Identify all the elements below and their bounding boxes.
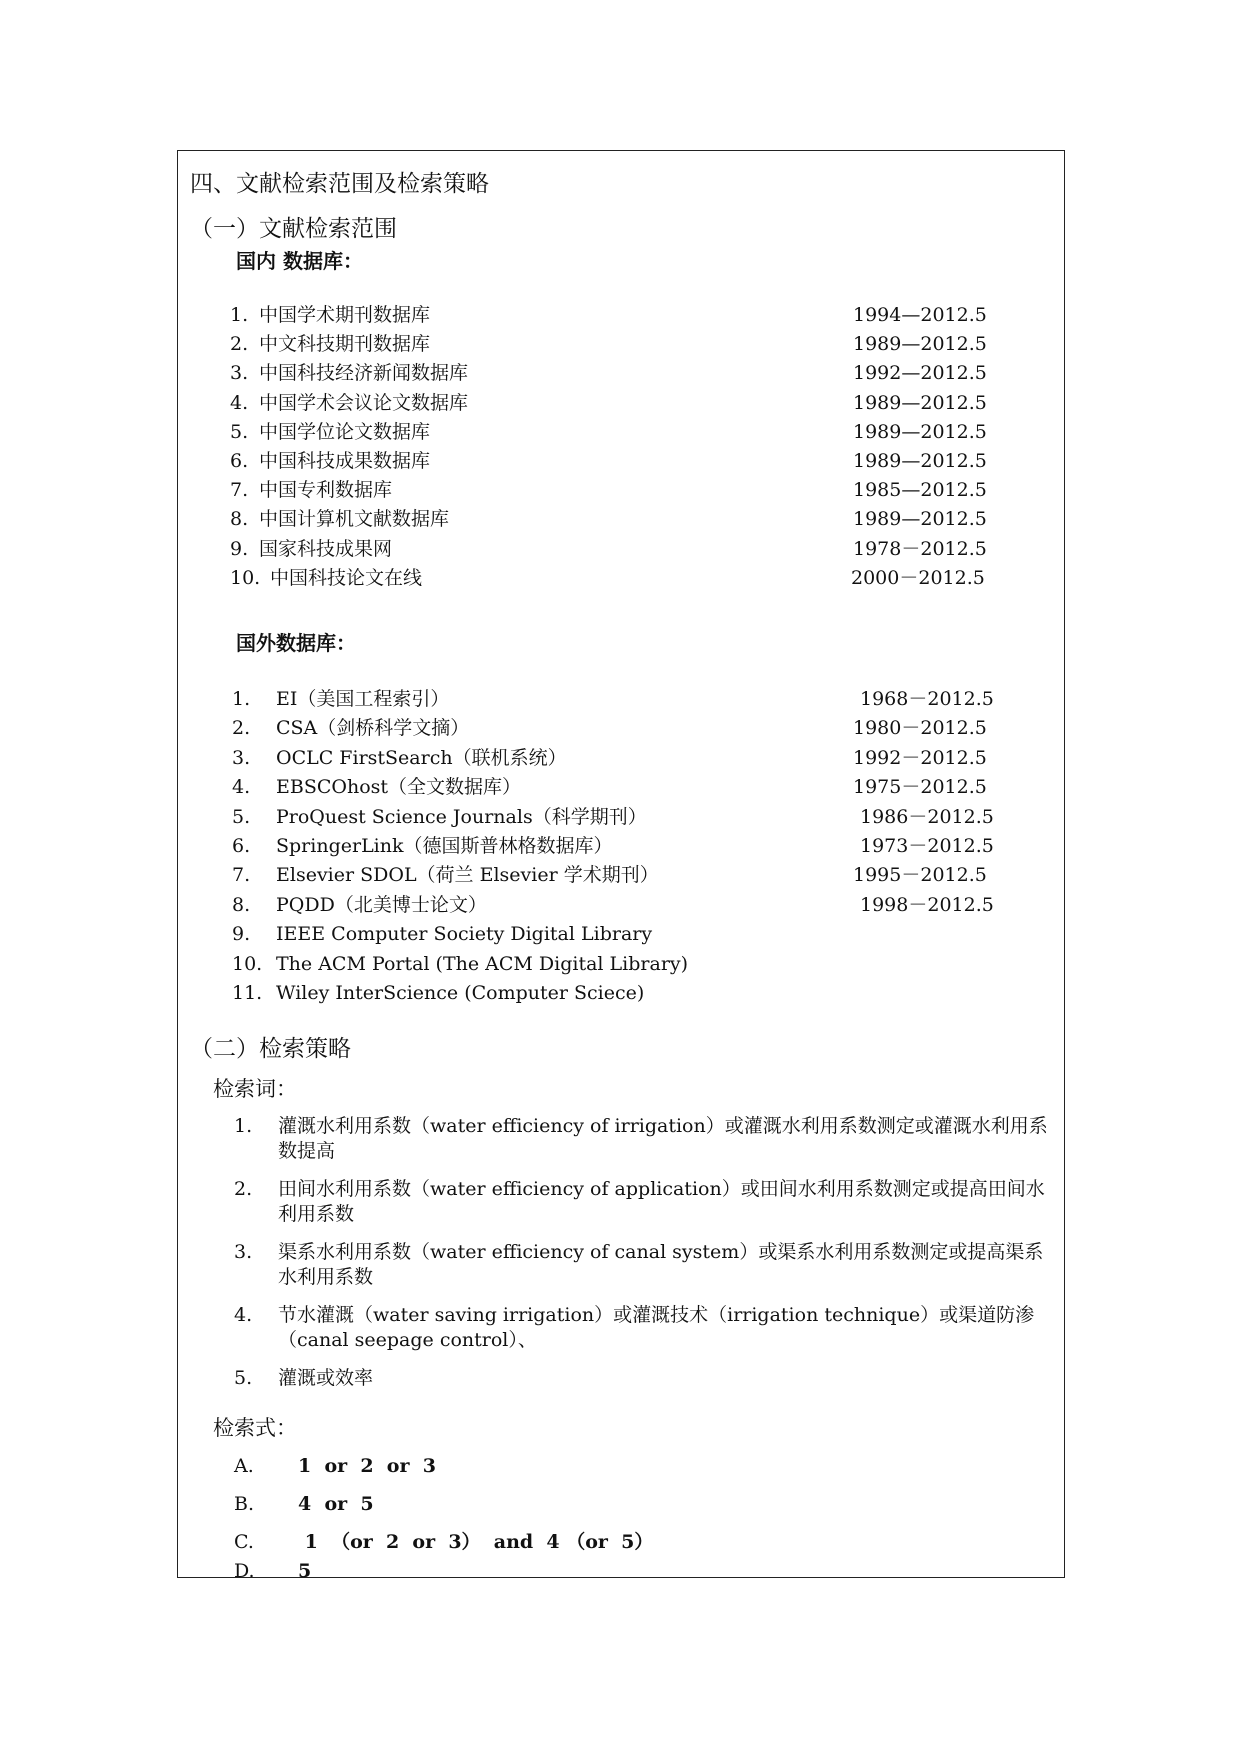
keyword-item: [234, 1240, 1064, 1290]
foreign-db-row: [0, 921, 1241, 947]
db-name: 中国科技经济新闻数据库: [259, 362, 469, 385]
db-date-range: 1973－2012.5: [860, 835, 994, 857]
foreign-db-row: [0, 745, 1241, 771]
foreign-db-row: [0, 833, 1241, 859]
keyword-number: 2.: [234, 1178, 253, 1200]
search-formula: [234, 1529, 934, 1555]
db-name: The ACM Portal (The ACM Digital Library): [276, 952, 689, 975]
domestic-db-row: [0, 448, 1241, 474]
db-number: 1.: [230, 304, 249, 326]
formula-label: B.: [234, 1493, 255, 1515]
foreign-db-row: [0, 804, 1241, 830]
db-number: 10.: [230, 566, 261, 589]
db-number: 5.: [232, 805, 251, 828]
db-name: OCLC FirstSearch（联机系统）: [276, 746, 567, 769]
search-formula: [234, 1558, 934, 1584]
db-name: Elsevier SDOL（荷兰 Elsevier 学术期刊）: [276, 864, 659, 887]
part2-title: （二）检索策略: [190, 1036, 351, 1062]
db-name: PQDD（北美博士论文）: [276, 893, 487, 916]
formula-label: D.: [234, 1560, 255, 1582]
domestic-db-row: [0, 536, 1241, 562]
db-date-range: 1994—2012.5: [853, 304, 987, 326]
db-name: 中国专利数据库: [259, 479, 393, 502]
foreign-db-row: [0, 774, 1241, 800]
db-date-range: 1992—2012.5: [853, 362, 987, 385]
foreign-db-row: [0, 951, 1241, 977]
keyword-text: 灌溉或效率: [278, 1367, 374, 1389]
db-name: 中国科技论文在线: [270, 566, 423, 589]
db-name: CSA（剑桥科学文摘）: [276, 717, 470, 740]
db-name: EI（美国工程索引）: [276, 688, 450, 710]
db-date-range: 2000－2012.5: [851, 566, 985, 589]
domestic-db-row: [0, 302, 1241, 328]
formula-heading: 检索式：: [213, 1416, 297, 1440]
db-number: 2.: [230, 333, 249, 356]
formula-expression: 1 （or 2 or 3） and 4 （or 5）: [298, 1531, 654, 1553]
db-number: 11.: [232, 982, 263, 1004]
db-name: 中国学术期刊数据库: [259, 304, 431, 326]
foreign-db-row: [0, 980, 1241, 1006]
db-number: 8.: [230, 508, 249, 531]
db-date-range: 1978－2012.5: [853, 537, 987, 560]
db-number: 5.: [230, 420, 249, 443]
db-name: SpringerLink（德国斯普林格数据库）: [276, 835, 613, 857]
keyword-item: [234, 1366, 1064, 1416]
db-name: 中国学位论文数据库: [259, 420, 431, 443]
domestic-db-row: [0, 506, 1241, 532]
db-name: Wiley InterScience (Computer Sciece): [276, 982, 645, 1004]
search-formula: [234, 1453, 934, 1479]
db-date-range: 1986－2012.5: [860, 805, 994, 828]
db-number: 6.: [230, 450, 249, 472]
db-name: 中国学术会议论文数据库: [259, 391, 469, 414]
db-date-range: 1975－2012.5: [853, 776, 987, 799]
search-formula: [234, 1491, 934, 1517]
db-number: 1.: [232, 688, 251, 710]
db-date-range: 1980－2012.5: [853, 717, 987, 740]
keyword-text: 田间水利用系数（water efficiency of application）或田间水利用系数测定或提高田间水利用系数: [278, 1178, 1045, 1225]
domestic-db-row: [0, 565, 1241, 591]
keyword-text: 渠系水利用系数（water efficiency of canal system）或渠系水利用系数测定或提高渠系水利用系数: [278, 1241, 1044, 1288]
keyword-number: 5.: [234, 1367, 253, 1389]
db-number: 3.: [230, 362, 249, 385]
db-name: 国家科技成果网: [259, 537, 393, 560]
domestic-db-row: [0, 360, 1241, 386]
keyword-text: 节水灌溉（water saving irrigation）或灌溉技术（irrigation technique）或渠道防渗（canal seepage control）、: [278, 1304, 1035, 1351]
domestic-db-row: [0, 390, 1241, 416]
formula-label: C.: [234, 1531, 254, 1553]
foreign-db-row: [0, 892, 1241, 918]
db-name: 中文科技期刊数据库: [259, 333, 431, 356]
db-number: 4.: [232, 776, 251, 799]
keyword-number: 4.: [234, 1304, 253, 1326]
db-date-range: 1989—2012.5: [853, 450, 987, 472]
domestic-heading: 国内 数据库：: [236, 249, 363, 273]
db-number: 7.: [230, 479, 249, 502]
db-number: 2.: [232, 717, 251, 740]
db-number: 6.: [232, 835, 251, 857]
keyword-item: [234, 1114, 1064, 1164]
keywords-heading: 检索词：: [213, 1077, 297, 1101]
formula-expression: 5: [298, 1560, 312, 1582]
formula-expression: 4 or 5: [298, 1493, 374, 1515]
db-date-range: 1995－2012.5: [853, 864, 987, 887]
db-date-range: 1968－2012.5: [860, 688, 994, 710]
db-number: 10.: [232, 952, 263, 975]
db-name: 中国计算机文献数据库: [259, 508, 450, 531]
db-number: 7.: [232, 864, 251, 887]
domestic-db-row: [0, 331, 1241, 357]
db-date-range: 1989—2012.5: [853, 420, 987, 443]
keyword-item: [234, 1303, 1064, 1353]
db-name: EBSCOhost（全文数据库）: [276, 776, 522, 799]
db-date-range: 1989—2012.5: [853, 508, 987, 531]
db-date-range: 1989—2012.5: [853, 333, 987, 356]
domestic-db-row: [0, 477, 1241, 503]
db-name: ProQuest Science Journals（科学期刊）: [276, 805, 647, 828]
foreign-db-row: [0, 686, 1241, 712]
db-number: 3.: [232, 746, 251, 769]
keyword-number: 3.: [234, 1241, 253, 1263]
section-title: 四、文献检索范围及检索策略: [190, 171, 489, 197]
part1-title: （一）文献检索范围: [190, 216, 397, 242]
foreign-db-row: [0, 862, 1241, 888]
keyword-item: [234, 1177, 1064, 1227]
db-name: IEEE Computer Society Digital Library: [276, 923, 653, 946]
db-date-range: 1985—2012.5: [853, 479, 987, 502]
db-name: 中国科技成果数据库: [259, 450, 431, 472]
db-number: 9.: [232, 923, 251, 946]
keyword-number: 1.: [234, 1115, 253, 1137]
db-number: 4.: [230, 391, 249, 414]
db-date-range: 1989—2012.5: [853, 391, 987, 414]
foreign-db-row: [0, 715, 1241, 741]
db-date-range: 1998－2012.5: [860, 893, 994, 916]
db-number: 8.: [232, 893, 251, 916]
domestic-db-row: [0, 419, 1241, 445]
formula-label: A.: [234, 1455, 254, 1477]
formula-expression: 1 or 2 or 3: [298, 1455, 436, 1477]
db-number: 9.: [230, 537, 249, 560]
keyword-text: 灌溉水利用系数（water efficiency of irrigation）或灌溉水利用系数测定或灌溉水利用系数提高: [278, 1115, 1048, 1162]
db-date-range: 1992－2012.5: [853, 746, 987, 769]
foreign-heading: 国外数据库：: [236, 631, 356, 655]
